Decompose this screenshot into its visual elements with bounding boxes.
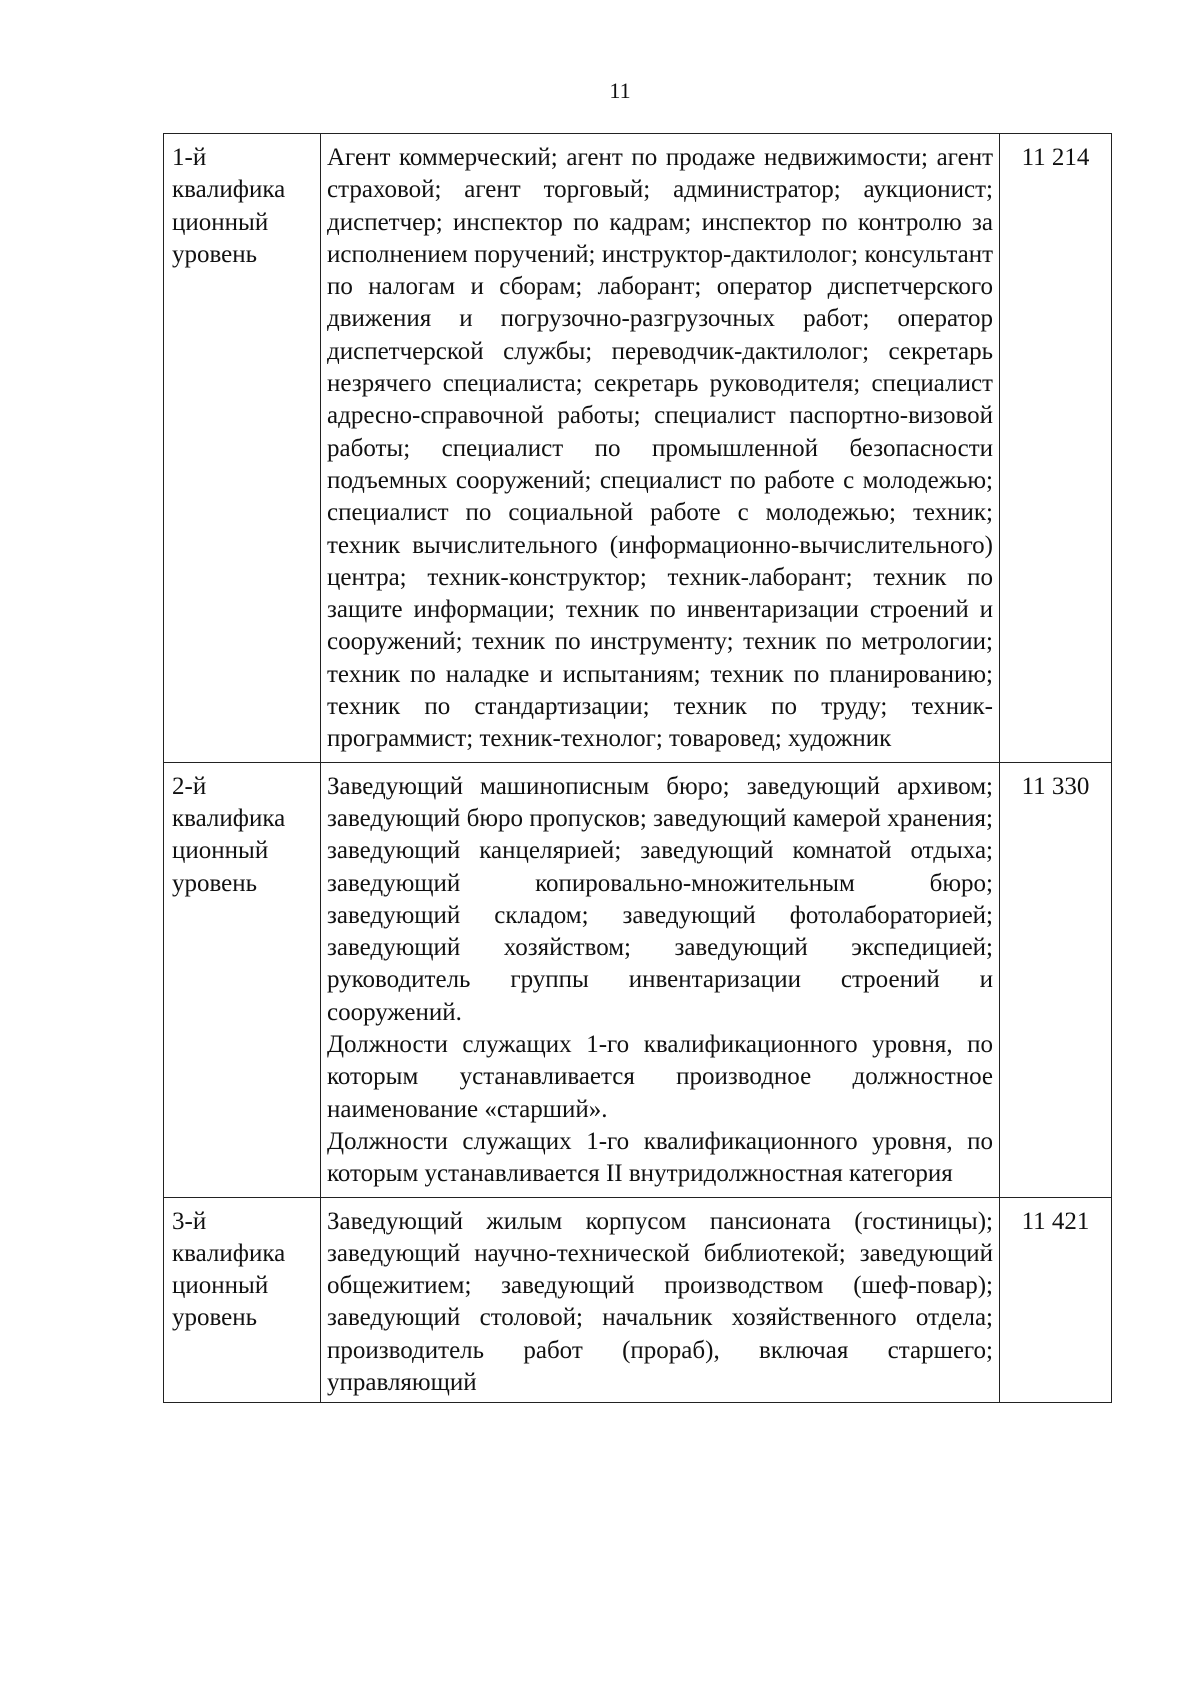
positions-clip <box>327 1206 993 1396</box>
level-line: уровень <box>172 240 258 268</box>
qualification-level-cell <box>164 1197 321 1402</box>
positions-paragraph: Агент коммерческий; агент по продаже недвижимости; агент страховой; агент торговый; администратор; аукционист; диспетчер; инспектор по кадрам; инспектор по контролю за исполнением поручений; инструктор-дактилолог; консультант по налогам и сборам; лаборант; оператор диспетчерского движения и погрузочно-разгрузочных работ; оператор диспетчерской службы; переводчик-дактилолог; секретарь незрячего специалиста; секретарь руководителя; специалист адресно-справочной работы; специалист паспортно-визовой работы; специалист по промышленной безопасности подъемных сооружений; специалист по работе с молодежью; специалист по социальной работе с молодежью; техник; техник вычислительного (информационно-вычислительного) центра; техник-конструктор; техник-лаборант; техник по защите информации; техник по инвентаризации строений и сооружений; техник по инструменту; техник по метрологии; техник по наладке и испытаниям; техник по планированию; техник по стандартизации; техник по труду; техник-программист; техник-технолог; товаровед; художник <box>327 144 993 753</box>
positions-cell <box>321 762 1000 1197</box>
table-row-level-1 <box>164 134 1112 763</box>
positions-cell <box>321 134 1000 763</box>
qualification-level-cell <box>164 134 321 763</box>
level-line: уровень <box>172 1304 258 1332</box>
positions-paragraph: Должности служащих 1-го квалификационного уровня, по которым устанавливается II внутридолжностная категория <box>327 1127 993 1188</box>
level-line: ционный <box>172 837 269 865</box>
qualification-salary-table <box>163 133 1112 1403</box>
salary-cell: 11 330 <box>1000 762 1112 1197</box>
page-number: 11 <box>609 78 631 103</box>
salary-cell: 11 214 <box>1000 134 1112 763</box>
positions-paragraph: Заведующий жилым корпусом пансионата (гостиницы); заведующий научно-технической библиотекой; заведующий общежитием; заведующий производством (шеф-повар); заведующий столовой; начальник хозяйственного отдела; производитель работ (прораб), включая старшего; управляющий <box>327 1207 993 1396</box>
level-line: квалифика <box>172 176 286 204</box>
level-line: квалифика <box>172 1239 286 1267</box>
level-line: квалифика <box>172 804 286 832</box>
level-line: ционный <box>172 1272 269 1300</box>
positions-paragraph: Заведующий машинописным бюро; заведующий архивом; заведующий бюро пропусков; заведующий камерой хранения; заведующий канцелярией; заведующий комнатой отдыха; заведующий копировально-множительным бюро; заведующий складом; заведующий фотолабораторией; заведующий хозяйством; заведующий экспедицией; руководитель группы инвентаризации строений и сооружений. <box>327 772 993 1026</box>
table-row-level-2 <box>164 762 1112 1197</box>
salary-cell: 11 421 <box>1000 1197 1112 1402</box>
positions-paragraph: Должности служащих 1-го квалификационного уровня, по которым устанавливается производное должностное наименование «старший». <box>327 1031 993 1123</box>
level-line: 2-й <box>172 772 207 800</box>
table-row-level-3 <box>164 1197 1112 1402</box>
level-line: ционный <box>172 208 269 236</box>
level-line: 3-й <box>172 1207 207 1235</box>
level-line: уровень <box>172 869 258 897</box>
level-line: 1-й <box>172 144 207 171</box>
qualification-level-cell <box>164 762 321 1197</box>
positions-cell <box>321 1197 1000 1402</box>
